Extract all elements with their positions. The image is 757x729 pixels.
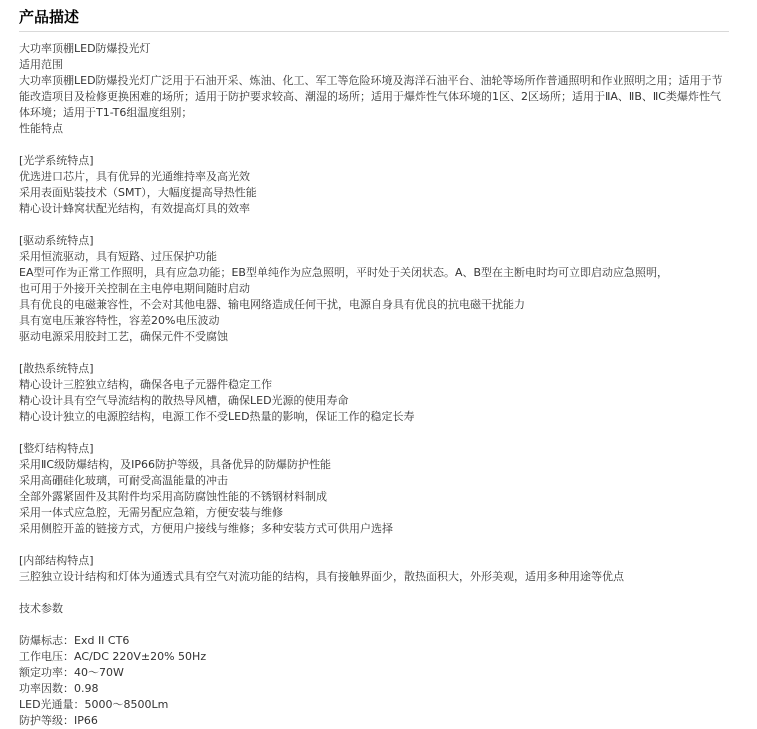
feature-line: 采用ⅡC级防爆结构，及IP66防护等级，具备优异的防爆防护性能: [19, 458, 331, 471]
feature-line: 采用表面贴装技术（SMT），大幅度提高导热性能: [19, 186, 257, 199]
feature-line: 全部外露紧固件及其附件均采用高防腐蚀性能的不锈钢材料制成: [19, 490, 327, 503]
spacer: [19, 217, 731, 233]
product-description: [19, 41, 731, 729]
feature-line: 采用高硼硅化玻璃，可耐受高温能量的冲击: [19, 474, 228, 487]
feature-line: 三腔独立设计结构和灯体为通透式具有空气对流功能的结构，具有接触界面少，散热面积大，外形美观，适用多种用途等优点: [19, 570, 624, 583]
feature-line: 优选进口芯片，具有优异的光通维持率及高光效: [19, 170, 250, 183]
spec-item: 工作电压：AC/DC 220V±20% 50Hz: [19, 650, 207, 663]
feature-line: 精心设计独立的电源腔结构，电源工作不受LED热量的影响，保证工作的稳定长寿: [19, 410, 415, 423]
section-heading-structure: [整灯结构特点]: [19, 442, 94, 455]
feature-line: 采用一体式应急腔，无需另配应急箱，方便安装与维修: [19, 506, 283, 519]
spacer: [19, 425, 731, 441]
spec-item: 功率因数：0.98: [19, 682, 99, 695]
spec-item: 防爆标志：Exd II CT6: [19, 634, 130, 647]
feature-line: 驱动电源采用胶封工艺，确保元件不受腐蚀: [19, 330, 228, 343]
feature-line: 具有宽电压兼容特性，容差20%电压波动: [19, 314, 220, 327]
title-divider: [19, 31, 729, 32]
spacer: [19, 137, 731, 153]
feature-line: 采用侧腔开盖的链接方式，方便用户接线与维修；多种安装方式可供用户选择: [19, 522, 393, 535]
feature-line: 精心设计具有空气导流结构的散热导风槽，确保LED光源的使用寿命: [19, 394, 349, 407]
feature-line: EA型可作为正常工作照明，具有应急功能；EB型单纯作为应急照明，平时处于关闭状态。A、B型在主断电时均可立即启动应急照明，: [19, 266, 669, 279]
feature-line: 也可用于外接开关控制在主电停电期间随时启动: [19, 282, 250, 295]
section-heading-heat: [散热系统特点]: [19, 362, 94, 375]
scope-heading: 适用范围: [19, 58, 63, 71]
feature-line: 精心设计三腔独立结构，确保各电子元器件稳定工作: [19, 378, 272, 391]
feature-line: 精心设计蜂窝状配光结构，有效提高灯具的效率: [19, 202, 250, 215]
section-heading-internal: [内部结构特点]: [19, 554, 94, 567]
section-heading-driver: [驱动系统特点]: [19, 234, 94, 247]
feature-line: 具有优良的电磁兼容性，不会对其他电器、输电网络造成任何干扰，电源自身具有优良的抗电磁干扰能力: [19, 298, 525, 311]
scope-text: 大功率顶棚LED防爆投光灯广泛用于石油开采、炼油、化工、军工等危险环境及海洋石油平台、油轮等场所作普通照明和作业照明之用；适用于节能改造项目及检修更换困难的场所；适用于防护要求较高、潮湿的场所；适用于爆炸性气体环境的1区、2区场所；适用于ⅡA、ⅡB、ⅡC类爆炸性气体环境；适用于T1-T6组温度组别；: [19, 74, 723, 119]
spacer: [19, 617, 731, 633]
spec-item: 防护等级：IP66: [19, 714, 98, 727]
feature-line: 采用恒流驱动，具有短路、过压保护功能: [19, 250, 217, 263]
product-name: 大功率顶棚LED防爆投光灯: [19, 42, 151, 55]
specs-heading: 技术参数: [19, 602, 63, 615]
features-heading: 性能特点: [19, 122, 63, 135]
spec-item: LED光通量：5000～8500Lm: [19, 698, 169, 711]
section-heading-optical: [光学系统特点]: [19, 154, 94, 167]
spacer: [19, 537, 731, 553]
page-title: 产品描述: [19, 8, 80, 26]
spacer: [19, 585, 731, 601]
spacer: [19, 345, 731, 361]
spec-item: 额定功率：40～70W: [19, 666, 124, 679]
